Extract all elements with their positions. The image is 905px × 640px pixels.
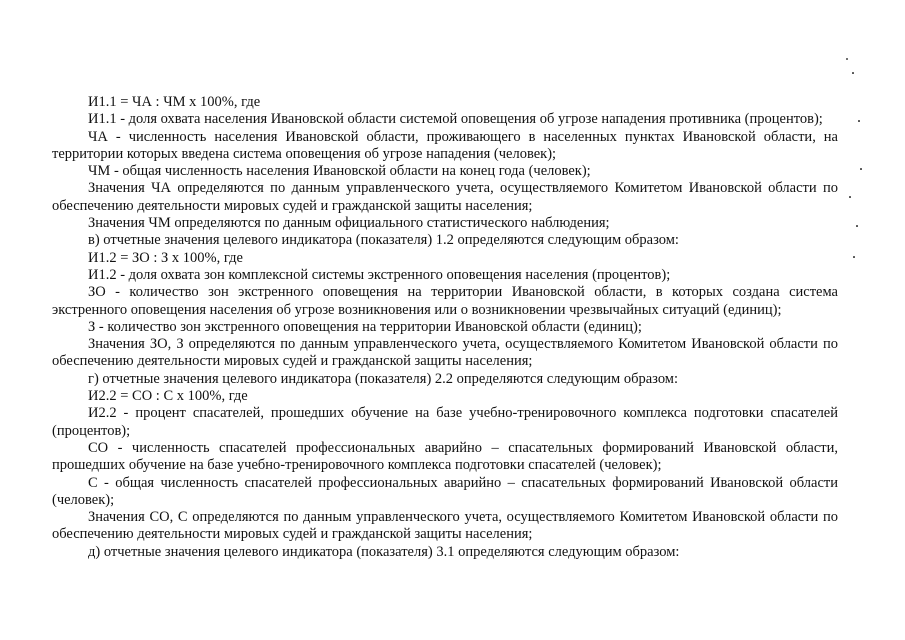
scan-speck xyxy=(853,256,855,258)
section-g-heading: г) отчетные значения целевого индикатора (показателя) 2.2 определяются следующим образом: xyxy=(88,370,678,387)
definition-zo: ЗО - количество зон экстренного оповещения на территории Ивановской области, в которых создана система экстренного оповещения населения об угрозе возникновения или о возникновении чрезвычайных ситуаций (единиц); xyxy=(52,284,838,318)
definition-z: З - количество зон экстренного оповещения на территории Ивановской области (единиц); xyxy=(88,318,642,335)
scan-speck xyxy=(856,225,858,227)
formula-i1-1: И1.1 = ЧА : ЧМ х 100%, где xyxy=(88,94,261,110)
scan-speck xyxy=(858,120,860,122)
formula-i2-2: И2.2 = СО : С х 100%, где xyxy=(88,388,248,405)
definition-so: СО - численность спасателей профессиональных аварийно – спасательных формирований Ивановской области, прошедших обучение на базе учебно-тренировочного комплекса подготовки спасателей (человек); xyxy=(52,439,838,474)
definition-cha: ЧА - численность населения Ивановской области, проживающего в населенных пунктах Ивановской области, на территории которых введена система оповещения об угрозе нападения (человек); xyxy=(52,128,838,162)
source-zo-z: Значения ЗО, З определяются по данным управленческого учета, осуществляемого Комитетом Ивановской области по обеспечению деятельности мировых судей и гражданской защиты населения; xyxy=(52,336,838,370)
scan-speck xyxy=(849,196,851,198)
formula-i1-2: И1.2 = ЗО : З х 100%, где xyxy=(88,249,243,266)
section-d-heading: д) отчетные значения целевого индикатора (показателя) 3.1 определяются следующим образом: xyxy=(88,543,680,560)
definition-i1-2: И1.2 - доля охвата зон комплексной системы экстренного оповещения населения (процентов); xyxy=(88,266,671,283)
definition-s: С - общая численность спасателей профессиональных аварийно – спасательных формирований Ивановской области (человек); xyxy=(52,474,838,508)
definition-chm: ЧМ - общая численность населения Ивановской области на конец года (человек); xyxy=(88,163,591,180)
definition-i1-1: И1.1 - доля охвата населения Ивановской области системой оповещения об угрозе нападения противника (процентов); xyxy=(88,111,823,128)
source-chm: Значения ЧМ определяются по данным официального статистического наблюдения; xyxy=(88,215,610,232)
scan-speck xyxy=(846,58,848,60)
scan-speck xyxy=(860,168,862,170)
source-cha: Значения ЧА определяются по данным управленческого учета, осуществляемого Комитетом Ивановской области по обеспечению деятельности мировых судей и гражданской защиты населения; xyxy=(52,180,838,214)
source-so-s: Значения СО, С определяются по данным управленческого учета, осуществляемого Комитетом Ивановской области по обеспечению деятельности мировых судей и гражданской защиты населения; xyxy=(52,509,838,543)
section-v-heading: в) отчетные значения целевого индикатора (показателя) 1.2 определяются следующим образом: xyxy=(88,232,679,249)
document-body xyxy=(52,94,838,561)
scan-speck xyxy=(852,72,854,74)
definition-i2-2: И2.2 - процент спасателей, прошедших обучение на базе учебно-тренировочного комплекса подготовки спасателей (процентов); xyxy=(52,405,838,439)
